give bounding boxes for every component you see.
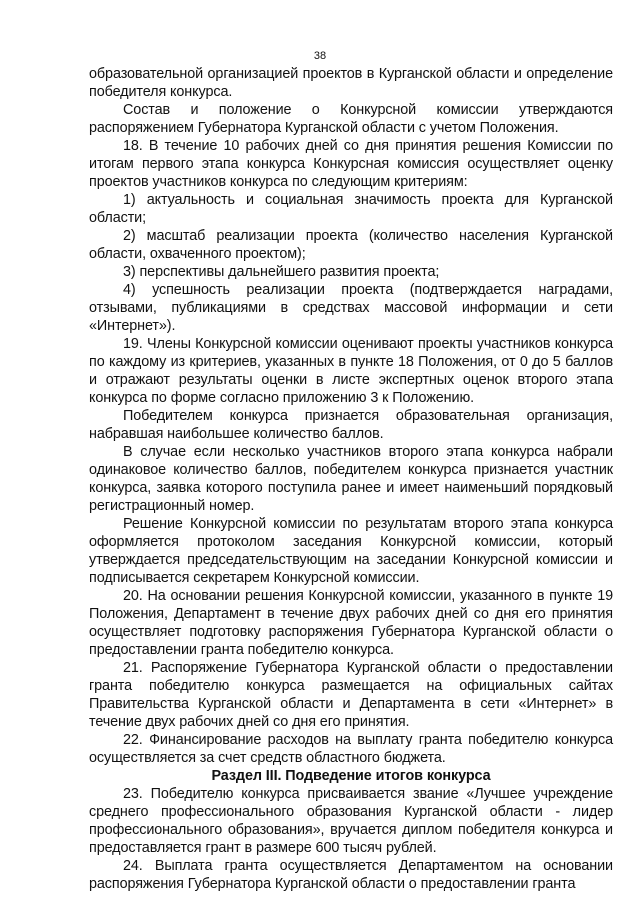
paragraph-continuation: образовательной организацией проектов в Курганской области и определение победителя конкурса. (89, 66, 613, 100)
paragraph-20: 20. На основании решения Конкурсной комиссии, указанного в пункте 19 Положения, Департамент в течение двух рабочих дней со дня его принятия осуществляет подготовку распоряжения Губернатора Курганской области о предоставлении гранта победителю конкурса. (89, 588, 613, 658)
criterion-2: 2) масштаб реализации проекта (количество населения Курганской области, охваченного проектом); (89, 228, 613, 262)
paragraph-21: 21. Распоряжение Губернатора Курганской области о предоставлении гранта победителю конкурса размещается на официальных сайтах Правительства Курганской области и Департамента в сети «Интернет» в течение двух рабочих дней со дня его принятия. (89, 660, 613, 730)
paragraph-commission-composition: Состав и положение о Конкурсной комиссии утверждаются распоряжением Губернатора Курганской области с учетом Положения. (89, 102, 613, 136)
document-body (89, 65, 613, 893)
page-number: 38 (313, 50, 327, 62)
paragraph-22: 22. Финансирование расходов на выплату гранта победителю конкурса осуществляется за счет средств областного бюджета. (89, 732, 613, 766)
paragraph-23: 23. Победителю конкурса присваивается звание «Лучшее учреждение среднего профессионального образования Курганской области - лидер профессионального образования», вручается диплом победителя конкурса и предоставляется грант в размере 600 тысяч рублей. (89, 786, 613, 856)
criterion-4: 4) успешность реализации проекта (подтверждается наградами, отзывами, публикациями в средствах массовой информации и сети «Интернет»). (89, 282, 613, 334)
paragraph-24: 24. Выплата гранта осуществляется Департаментом на основании распоряжения Губернатора Курганской области о предоставлении гранта (89, 858, 613, 892)
paragraph-protocol: Решение Конкурсной комиссии по результатам второго этапа конкурса оформляется протоколом заседания Конкурсной комиссии, который утверждается председательствующим на заседании Конкурсной комиссии и подписывается секретарем Конкурсной комиссии. (89, 516, 613, 586)
criterion-3: 3) перспективы дальнейшего развития проекта; (123, 264, 440, 280)
paragraph-winner: Победителем конкурса признается образовательная организация, набравшая наибольшее количество баллов. (89, 408, 613, 442)
paragraph-19: 19. Члены Конкурсной комиссии оценивают проекты участников конкурса по каждому из критериев, указанных в пункте 18 Положения, от 0 до 5 баллов и отражают результаты оценки в листе экспертных оценок второго этапа конкурса по форме согласно приложению 3 к Положению. (89, 336, 613, 406)
paragraph-18: 18. В течение 10 рабочих дней со дня принятия решения Комиссии по итогам первого этапа конкурса Конкурсная комиссия осуществляет оценку проектов участников конкурса по следующим критериям: (89, 138, 613, 190)
section-heading: Раздел III. Подведение итогов конкурса (211, 768, 491, 784)
paragraph-tie-rule: В случае если несколько участников второго этапа конкурса набрали одинаковое количество баллов, победителем конкурса признается участник конкурса, заявка которого поступила ранее и имеет наименьший порядковый регистрационный номер. (89, 444, 613, 514)
criterion-1: 1) актуальность и социальная значимость проекта для Курганской области; (89, 192, 613, 226)
